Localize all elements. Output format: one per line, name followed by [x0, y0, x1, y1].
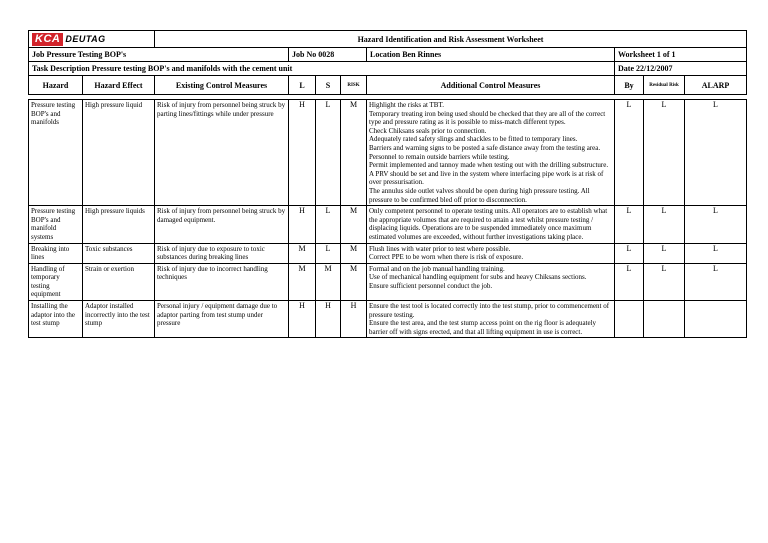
risk-cell: M — [341, 263, 367, 300]
risk-cell: H — [341, 301, 367, 338]
hazard-cell: Pressure testing BOP's and manifold systems — [29, 206, 83, 243]
worksheet-table — [28, 30, 747, 338]
severity-cell: L — [316, 243, 341, 263]
control-measure-line: Use of mechanical handling equipment for subs and heavy Chiksans sections. — [369, 273, 587, 282]
severity-cell: L — [316, 206, 341, 243]
job-label: Job Pressure Testing BOP's — [29, 48, 289, 62]
control-measure-line: Check Chiksans seals prior to connection. — [369, 126, 487, 135]
residual-risk-cell — [644, 301, 685, 338]
additional-controls-cell — [367, 206, 615, 243]
col-hazard: Hazard — [29, 76, 83, 95]
risk-cell: M — [341, 206, 367, 243]
worksheet-count: Worksheet 1 of 1 — [615, 48, 747, 62]
residual-risk-cell: L — [644, 263, 685, 300]
by-cell — [615, 301, 644, 338]
table-row — [29, 301, 747, 338]
additional-controls-cell — [367, 263, 615, 300]
date: Date 22/12/2007 — [615, 62, 747, 76]
col-alarp: ALARP — [685, 76, 747, 95]
existing-controls-cell: Risk of injury due to exposure to toxic substances during breaking lines — [155, 243, 289, 263]
header-row-task — [29, 62, 747, 76]
control-measure-line: Temporary treating iron being used should be checked that they are all of the correct type and pressure rating as it is possible to miss-match different types. — [369, 109, 606, 127]
header-row-logo — [29, 31, 747, 48]
hazard-cell: Breaking into lines — [29, 243, 83, 263]
col-risk: RISK — [341, 76, 367, 95]
likelihood-cell: H — [289, 206, 316, 243]
hazard-cell: Installing the adaptor into the test stump — [29, 301, 83, 338]
col-by: By — [615, 76, 644, 95]
control-measure-line: Only competent personnel to operate testing units. All operators are to establish what the appropriate volumes that are required to attain a test whilst pressure testing / displacing liquids. Operations are to be suspended immediately once maximum estimated volumes are exceeded, without further investigations taking place. — [369, 207, 608, 241]
alarp-cell: L — [685, 243, 747, 263]
control-measure-line: Ensure sufficient personnel conduct the job. — [369, 281, 493, 290]
control-measure-line: Correct PPE to be worn when there is risk of exposure. — [369, 253, 524, 262]
likelihood-cell: H — [289, 301, 316, 338]
hazard-effect-cell: High pressure liquid — [83, 100, 155, 206]
by-cell: L — [615, 263, 644, 300]
col-residual-risk: Residual Risk — [644, 76, 685, 95]
table-row — [29, 243, 747, 263]
likelihood-cell: M — [289, 243, 316, 263]
by-cell: L — [615, 243, 644, 263]
by-cell: L — [615, 206, 644, 243]
severity-cell: M — [316, 263, 341, 300]
alarp-cell: L — [685, 100, 747, 206]
existing-controls-cell: Risk of injury due to incorrect handling techniques — [155, 263, 289, 300]
col-severity: S — [316, 76, 341, 95]
document-title: Hazard Identification and Risk Assessment Worksheet — [155, 31, 747, 48]
additional-controls-cell — [367, 243, 615, 263]
hazard-cell: Pressure testing BOP's and manifolds — [29, 100, 83, 206]
hazard-cell: Handling of temporary testing equipment — [29, 263, 83, 300]
header-row-job — [29, 48, 747, 62]
hazard-rows — [29, 100, 747, 338]
residual-risk-cell: L — [644, 100, 685, 206]
additional-controls-cell — [367, 301, 615, 338]
logo-brand: KCA — [32, 33, 63, 46]
control-measure-line: Ensure the test area, and the test stump access point on the rig floor is adequately barrier off with signs erected, and that all lifting equipment in use is correct. — [369, 319, 597, 336]
control-measure-line: Ensure the test tool is located correctly into the test stump, prior to commencement of pressure testing. — [369, 302, 610, 319]
control-measure-line: The annulus side outlet valves should be open during high pressure testing. All pressure to be confirmed bled off prior to disconnection. — [369, 186, 590, 204]
control-measure-line: Formal and on the job manual handling training. — [369, 264, 505, 273]
logo-cell — [29, 31, 155, 48]
col-existing-controls: Existing Control Measures — [155, 76, 289, 95]
task-description: Task Description Pressure testing BOP's and manifolds with the cement unit — [29, 62, 615, 76]
job-number: Job No 0028 — [289, 48, 367, 62]
table-row — [29, 100, 747, 206]
control-measure-line: Highlight the risks at TBT. — [369, 101, 444, 109]
col-hazard-effect: Hazard Effect — [83, 76, 155, 95]
control-measure-line: Barriers and warning signs to be posted a safe distance away from the testing area. — [369, 143, 601, 152]
alarp-cell: L — [685, 263, 747, 300]
hazard-effect-cell: Toxic substances — [83, 243, 155, 263]
risk-cell: M — [341, 243, 367, 263]
control-measure-line: Adequately rated safety slings and shackles to be fitted to temporary lines. — [369, 135, 578, 144]
control-measure-line: A PRV should be set and live in the system where interfacing pipe work is at risk of over pressurisation. — [369, 169, 604, 187]
alarp-cell — [685, 301, 747, 338]
hazard-effect-cell: Adaptor installed incorrectly into the test stump — [83, 301, 155, 338]
column-header-row — [29, 76, 747, 95]
residual-risk-cell: L — [644, 243, 685, 263]
residual-risk-cell: L — [644, 206, 685, 243]
existing-controls-cell: Risk of injury from personnel being struck by parting lines/fittings while under pressure — [155, 100, 289, 206]
hazard-effect-cell: Strain or exertion — [83, 263, 155, 300]
risk-assessment-worksheet — [28, 30, 746, 338]
likelihood-cell: H — [289, 100, 316, 206]
table-row — [29, 206, 747, 243]
control-measure-line: Permit implemented and tannoy made when testing out with the drilling substructure. — [369, 161, 609, 170]
location: Location Ben Rinnes — [367, 48, 615, 62]
col-additional-controls: Additional Control Measures — [367, 76, 615, 95]
control-measure-line: Personnel to remain outside barriers while testing. — [369, 152, 510, 161]
control-measure-line: Flush lines with water prior to test where possible. — [369, 244, 511, 253]
severity-cell: H — [316, 301, 341, 338]
additional-controls-cell — [367, 100, 615, 206]
existing-controls-cell: Risk of injury from personnel being struck by damaged equipment. — [155, 206, 289, 243]
company-logo — [32, 32, 151, 46]
alarp-cell: L — [685, 206, 747, 243]
col-likelihood: L — [289, 76, 316, 95]
severity-cell: L — [316, 100, 341, 206]
logo-suffix: DEUTAG — [65, 34, 106, 44]
table-row — [29, 263, 747, 300]
likelihood-cell: M — [289, 263, 316, 300]
hazard-effect-cell: High pressure liquids — [83, 206, 155, 243]
risk-cell: M — [341, 100, 367, 206]
existing-controls-cell: Personal injury / equipment damage due to adaptor parting from test stump under pressure — [155, 301, 289, 338]
by-cell: L — [615, 100, 644, 206]
